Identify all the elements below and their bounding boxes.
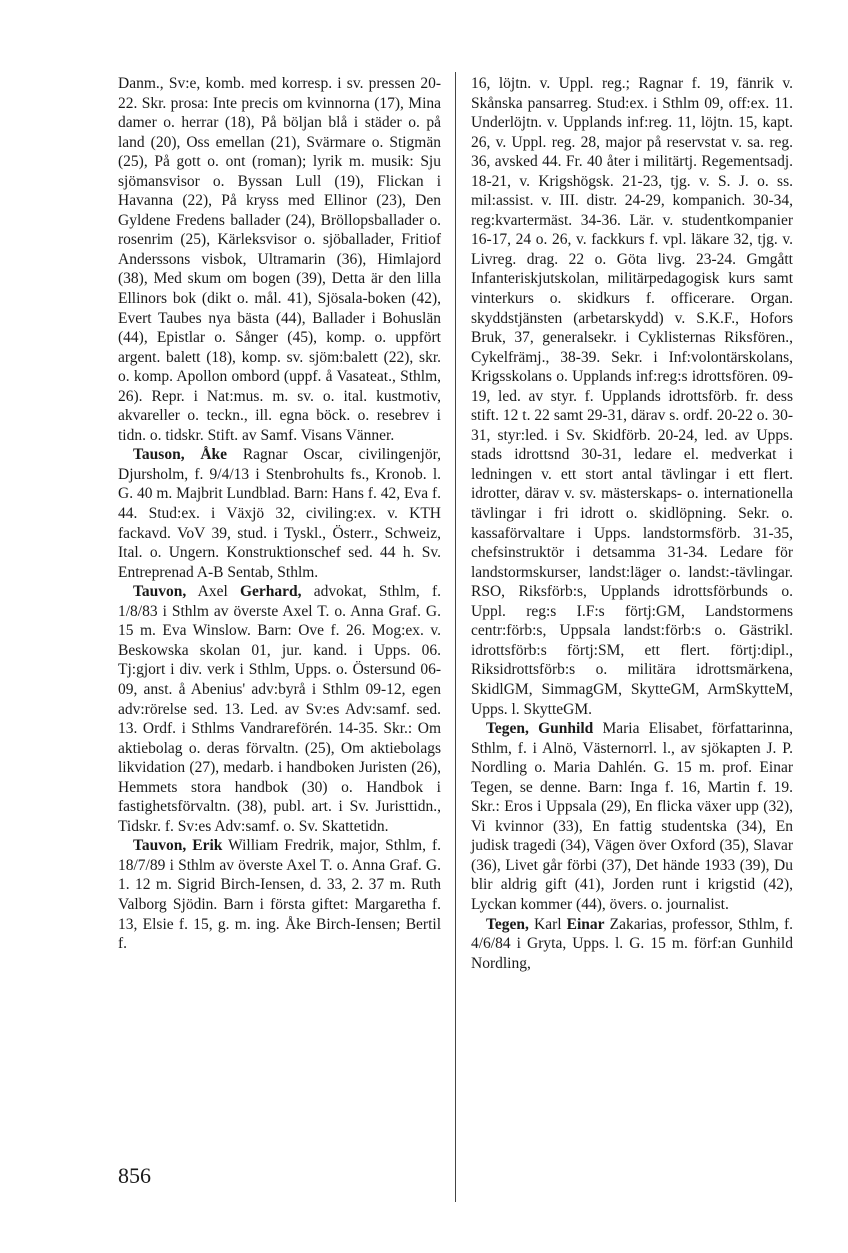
entry-heading-given: Gerhard, — [239, 583, 302, 601]
entry-heading: Tauvon, Erik — [133, 837, 223, 855]
entry-continuation-taube: Danm., Sv:e, komb. med korresp. i sv. pressen 20-22. Skr. prosa: Inte precis om kvinnorna (17), Mina damer o. herrar (18), På böljan blå i städer o. på land (20), Oss emellan (21), Svärmare o. Stigmän (25), På gott o. ont (roman); lyrik m. musik: Sju sjömansvisor o. Byssan Lull (19), Flickan i Havanna (22), På kryss med Ellinor (23), Den Gyldene Fredens ballader (24), Bröllopsballader o. rosenrim (25), Kärleksvisor o. sjöballader, Fritiof Anderssons visbok, Ultramarin (36), Himlajord (38), Med skum om bogen (39), Detta är den lilla Ellinors bok (dikt o. mål. 41), Sjösala-boken (42), Evert Taubes nya bästa (44), Ballader i Bohuslän (44), Epistlar o. Sånger (45), komp. o. uppfört argent. balett (18), komp. sv. sjöm:balett (22), skr. o. komp. Apollon ombord (uppf. å Vasateat., Sthlm, 26). Repr. i Nat:mus. m. sv. o. ital. kustmotiv, akvareller o. teckn., ill. egna böck. o. resebrev i tidn. o. tidskr. Stift. av Samf. Visans Vänner. — [118, 75, 441, 444]
left-column — [118, 74, 441, 954]
entry-text: Zakarias, professor, Sthlm, f. 4/6/84 i Gryta, Upps. l. G. 15 m. förf:an Gunhild Nordling, — [471, 915, 793, 972]
entry-text: William Fredrik, major, Sthlm, f. 18/7/89 i Sthlm av överste Axel T. o. Anna Graf. G. 1. 12 m. Sigrid Birch-Iensen, d. 33, 2. 37 m. Ruth Valborg Sjödin. Barn i första giftet: Margaretha f. 13, Elsie f. 15, g. m. ing. Åke Birch-Iensen; Bertil f. — [118, 837, 441, 953]
entry-heading: Tauson, Åke — [133, 446, 228, 464]
entry-tegen-einar — [471, 915, 793, 974]
entry-continuation-tauvon-erik: 16, löjtn. v. Uppl. reg.; Ragnar f. 19, fänrik v. Skånska pansarreg. Stud:ex. i Sthlm 09, off:ex. 11. Underlöjtn. v. Upplands inf:reg. 11, löjtn. 15, kapt. 26, v. Uppl. reg. 28, major på reservstat v. sa. reg. 36, avsked 44. Fr. 40 åter i militärtj. Regementsadj. 18-21, v. Krigshögsk. 21-23, tjg. v. S. J. o. ss. mil:assist. v. III. distr. 24-29, kompanich. 30-34, reg:kvartermäst. 34-36. Lär. v. studentkompanier 16-17, 24 o. 26, v. fackkurs f. vpl. läkare 32, tjg. v. Livreg. drag. 22 o. Göta livg. 23-24. Gmgått Infanteriskjutskolan, militärpedagogisk kurs samt vinterkurs o. skidkurs f. officerare. Organ. skyddstjänsten (arbetarskydd) v. S.K.F., Hofors Bruk, 37, generalsekr. i Cyklisternas Riksfören., Cykelfrämj., 38-39. Sekr. i Inf:volontärskolans, Krigsskolans o. Upplands inf:reg:s idrottsfören. 09-19, led. av styr. f. Upplands idrottsförb. fr. dess stift. 12 t. 22 samt 29-31, därav s. ordf. 20-22 o. 30-31, styr:led. i Sv. Skidförb. 20-24, led. av Upps. stads idrottsnd 30-31, ledare el. medverkat i ledningen v. ett stort antal tävlingar i ett flert. idrotter, därav v. sv. mästerskaps- o. internationella tävlingar i fri idrott o. skidlöpning. Sekr. o. kassaförvaltare i Upps. landstormsförb. 31-35, chefsinstruktör i detsamma 31-34. Ledare för landstormskurser, landst:läger o. landst:-tävlingar. RSO, Riksförb:s, Upplands idrottsförbunds o. Uppl. reg:s I.F:s förtj:GM, Landstormens centr:förb:s, Uppsala landst:förb:s o. Gästrikl. idrottsförb:s förtj:SM, ett flert. förtj:dipl., Riksidrottsförb:s o. militära idrottsmärkena, SkidlGM, SimmagGM, SkytteGM, ArmSkytteM, Upps. l. SkytteGM. — [471, 75, 793, 718]
entry-tegen-gunhild — [471, 719, 793, 914]
entry-given-name: Axel — [186, 583, 240, 601]
entry-tauson-ake — [118, 445, 441, 582]
right-column — [471, 74, 793, 973]
entry-tauvon-gerhard — [118, 582, 441, 836]
entry-heading: Tegen, Gunhild — [486, 720, 594, 738]
entry-text: advokat, Sthlm, f. 1/8/83 i Sthlm av överste Axel T. o. Anna Graf. G. 15 m. Eva Winslow. Barn: Ove f. 26. Mog:ex. v. Beskowska skolan 01, jur. kand. i Upps. 06. Tj:gjort i div. verk i Sthlm, Upps. o. Östersund 06-09, anst. å Abenius' adv:byrå i Sthlm 09-12, egen adv:rörelse sed. 13. Led. av Sv:es Adv:samf. sed. 13. Ordf. i Sthlms Vandrareförén. 14-35. Skr.: Om aktiebolag o. deras förvaltn. (25), Om aktiebolags likvidation (27), medarb. i handboken Juristen (26), Hemmets stora handbok (30) o. Handbok i fastighetsförvaltn. (38), publ. art. i Sv. Juristtidn., Tidskr. f. Sv:es Adv:samf. o. Sv. Skattetidn. — [118, 583, 441, 835]
entry-given-name: Karl — [528, 915, 567, 933]
page-number: 856 — [118, 1163, 151, 1188]
entry-heading-given: Einar — [566, 915, 605, 933]
entry-heading: Tegen, — [486, 915, 529, 933]
entry-tauvon-erik — [118, 836, 441, 953]
entry-text: Ragnar Oscar, civilingenjör, Djursholm, f. 9/4/13 i Stenbrohults fs., Kronob. l. G. 40 m. Majbrit Lundblad. Barn: Hans f. 42, Eva f. 44. Stud:ex. i Växjö 32, civiling:ex. v. KTH fackavd. VoV 39, stud. i Tyskl., Österr., Schweiz, Ital. o. Ungern. Konstruktionschef sed. 44 h. Sv. Entreprenad A-B Sentab, Sthlm. — [118, 446, 441, 581]
column-divider — [455, 72, 456, 1202]
entry-heading: Tauvon, — [133, 583, 187, 601]
entry-text: Maria Elisabet, författarinna, Sthlm, f. i Alnö, Västernorrl. l., av sjökapten J. P. Nordling o. Maria Dahlén. G. 15 m. prof. Einar Tegen, se denne. Barn: Inga f. 16, Martin f. 19. Skr.: Eros i Uppsala (29), En flicka växer upp (32), Vi kvinnor (33), En fattig studentska (34), En judisk tragedi (34), Vägen över Oxford (35), Slavar (36), Livet går förbi (37), Det hände 1933 (39), Du blir aldrig gift (41), Jorden runt i krigstid (42), Lyckan kommer (44), övers. o. journalist. — [471, 720, 793, 913]
